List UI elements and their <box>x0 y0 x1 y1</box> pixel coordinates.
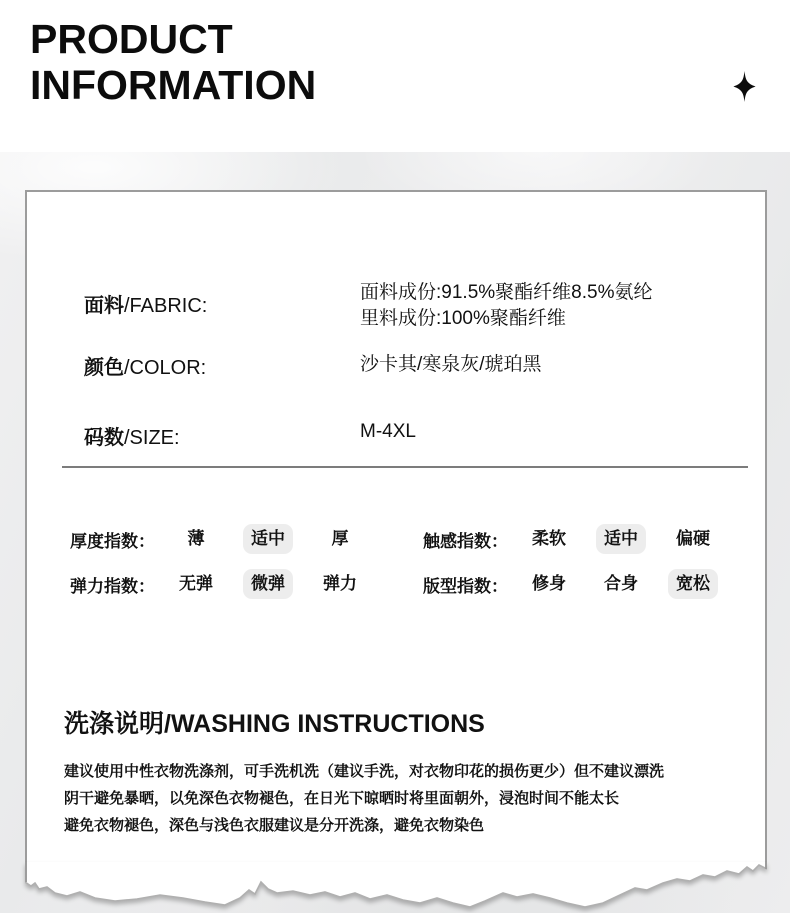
fabric-value-line1: 面料成份:91.5%聚酯纤维8.5%氨纶 <box>360 282 653 303</box>
index-label: 版型指数： <box>423 576 508 596</box>
size-label-zh: 码数 <box>84 427 124 449</box>
washing-heading: 洗涤说明/WASHING INSTRUCTIONS <box>64 710 485 738</box>
page-title <box>30 16 316 108</box>
color-label-en: /COLOR: <box>124 357 207 379</box>
index-option-label: 弹力 <box>323 574 357 593</box>
index-option <box>160 569 232 599</box>
sparkle-icon <box>733 71 756 102</box>
page-title-line1: PRODUCT <box>30 16 233 62</box>
washing-line: 阴干避免暴晒，以免深色衣物褪色，在日光下晾晒时将里面朝外，浸泡时间不能太长 <box>64 790 620 807</box>
index-row-fit <box>423 567 729 601</box>
size-label <box>84 421 180 450</box>
fabric-value <box>360 280 652 332</box>
index-row-touch <box>423 522 729 556</box>
index-option <box>513 524 585 554</box>
fabric-value-line2: 里料成份:100%聚酯纤维 <box>360 308 566 329</box>
fabric-label-en: /FABRIC: <box>124 295 208 317</box>
size-label-en: /SIZE: <box>124 427 180 449</box>
index-option <box>513 569 585 599</box>
index-option-label: 薄 <box>187 529 205 548</box>
index-option <box>657 524 729 554</box>
index-option <box>160 524 232 554</box>
index-option <box>585 569 657 599</box>
index-label: 弹力指数： <box>70 576 155 596</box>
washing-instructions <box>64 758 664 839</box>
index-option <box>232 569 304 599</box>
index-option-label: 适中 <box>243 524 293 554</box>
index-option-label: 修身 <box>532 574 566 593</box>
color-value: 沙卡其/寒泉灰/琥珀黑 <box>360 354 542 375</box>
index-option-label: 微弹 <box>243 569 293 599</box>
washing-line: 避免衣物褪色，深色与浅色衣服建议是分开洗涤，避免衣物染色 <box>64 817 485 834</box>
index-option <box>232 524 304 554</box>
index-option-label: 适中 <box>596 524 646 554</box>
paper-background <box>0 152 790 913</box>
index-option <box>657 569 729 599</box>
index-option-label: 无弹 <box>179 574 213 593</box>
fabric-label <box>84 289 207 318</box>
color-label <box>84 351 206 380</box>
index-row-elasticity <box>70 567 376 601</box>
washing-line: 建议使用中性衣物洗涤剂，可手洗机洗（建议手洗，对衣物印花的损伤更少）但不建议漂洗 <box>64 763 665 780</box>
index-option-label: 宽松 <box>668 569 718 599</box>
index-label: 触感指数： <box>423 531 508 551</box>
index-option <box>304 524 376 554</box>
color-label-zh: 颜色 <box>84 357 124 379</box>
index-option-label: 偏硬 <box>676 529 710 548</box>
page-title-line2: INFORMATION <box>30 62 317 108</box>
info-card <box>25 190 767 864</box>
index-option <box>304 569 376 599</box>
section-divider <box>62 466 748 468</box>
fabric-label-zh: 面料 <box>84 295 124 317</box>
index-row-thickness <box>70 522 376 556</box>
index-option <box>585 524 657 554</box>
index-option-label: 厚 <box>331 529 349 548</box>
index-option-label: 合身 <box>604 574 638 593</box>
index-label: 厚度指数： <box>70 531 155 551</box>
size-value: M-4XL <box>360 421 416 442</box>
index-option-label: 柔软 <box>532 529 566 548</box>
torn-paper-edge <box>25 862 767 912</box>
